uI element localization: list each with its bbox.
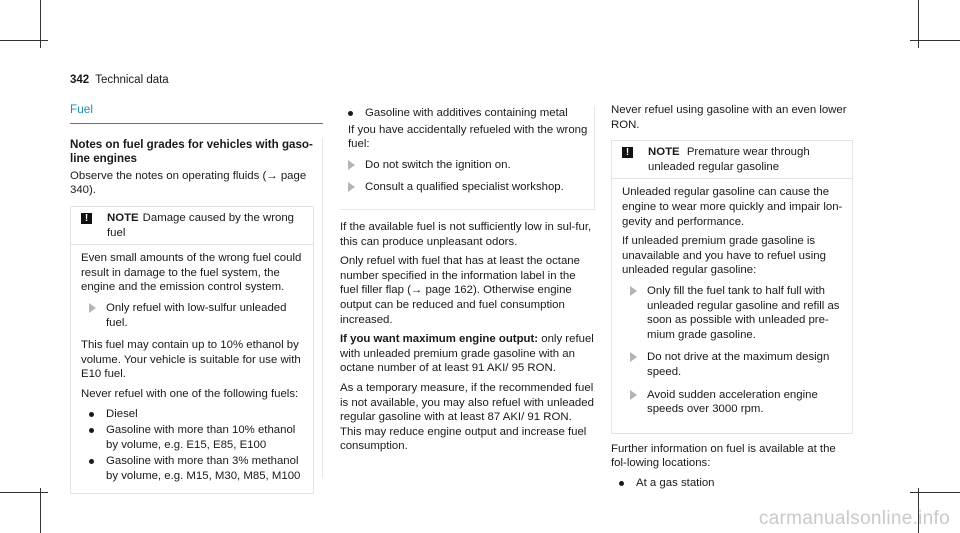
list-item-text: Gasoline with additives containing metal [365, 107, 568, 119]
note-text: This fuel may contain up to 10% ethanol by volume. Your vehicle is suitable for use with E10 fuel. [81, 339, 301, 381]
crop-mark [910, 40, 960, 41]
step-item [622, 284, 844, 342]
crop-mark [0, 492, 48, 493]
step-text: Only fill the fuel tank to half full with unleaded regular gasoline and refill as soon as possible with unleaded pre-mium grade gasoline. [647, 284, 840, 341]
body-text-span: only refuel with unleaded premium grade gasoline with an octane number of at least 91 AKI/ 95 RON. [340, 333, 594, 375]
step-arrow-icon [630, 352, 637, 362]
step-arrow-icon [348, 182, 355, 192]
step-item [81, 301, 305, 330]
body-text: Never refuel using gasoline with an even lower RON. [611, 104, 847, 131]
note-header [71, 207, 313, 244]
bullet-icon [89, 459, 94, 464]
step-item [340, 158, 594, 173]
note-title: Premature wear through unleaded regular gasoline [648, 146, 810, 173]
bullet-icon [89, 428, 94, 433]
section-name: Technical data [95, 74, 169, 86]
step-item [622, 388, 844, 417]
warning-icon: ! [81, 213, 92, 224]
body-text: Only refuel with fuel that has at least the octane number specified in the information label in the fuel filler flap (→ page 162). Otherwise engine output can be reduced and fuel consumption increased. [340, 255, 580, 326]
step-arrow-icon [89, 303, 96, 313]
body-text: If the available fuel is not sufficiently low in sul-fur, this can produce unpleasant odors. [340, 220, 592, 248]
watermark: carmanualsonline.info [758, 508, 950, 530]
list-item-text: Gasoline with more than 3% methanol by volume, e.g. M15, M30, M85, M100 [106, 455, 301, 482]
section-rule [70, 123, 323, 124]
note-body [71, 244, 313, 493]
step-text: Only refuel with low-sulfur unleaded fuel. [106, 301, 287, 329]
list-item [340, 106, 594, 121]
body-text: As a temporary measure, if the recommended fuel is not available, you may also refuel with unleaded regular gasoline with at least 87 AKI/ 91 RON. This may reduce engine output and increase fuel consumption. [340, 381, 594, 453]
list-item [81, 423, 305, 452]
step-item [340, 180, 594, 195]
step-text: Consult a qualified specialist workshop. [365, 181, 564, 194]
list-item-text: Diesel [106, 407, 138, 420]
step-arrow-icon [348, 160, 355, 170]
step-arrow-icon [630, 286, 637, 296]
crop-mark [40, 488, 41, 533]
list-item-text: Gasoline with more than 10% ethanol by volume, e.g. E15, E85, E100 [106, 424, 296, 451]
list-item [611, 476, 853, 491]
note-text: Even small amounts of the wrong fuel could result in damage to the fuel system, the engine and the emission control system. [81, 252, 302, 294]
note-text: If unleaded premium grade gasoline is unavailable and you have to refuel using unleaded regular gasoline: [622, 235, 826, 277]
list-item-text: At a gas station [636, 476, 715, 489]
crop-mark [0, 40, 48, 41]
page-number: 342 [70, 74, 90, 86]
list-item [81, 407, 305, 422]
emphasis-text: If you want maximum engine output: [340, 333, 539, 346]
note-text: Unleaded regular gasoline can cause the engine to wear more quickly and impair lon-gevity and performance. [622, 186, 843, 228]
section-title: Fuel [70, 102, 93, 116]
column-3 [611, 103, 853, 492]
bullet-icon [89, 412, 94, 417]
note-continuation [340, 106, 595, 210]
step-arrow-icon [630, 390, 637, 400]
note-box [611, 140, 853, 434]
page-header [70, 73, 169, 88]
note-title: Damage caused by the wrong fuel [107, 211, 294, 239]
step-text: Do not switch the ignition on. [365, 158, 511, 171]
crop-mark [910, 492, 960, 493]
note-label: NOTE [648, 146, 680, 159]
body-text: Further information on fuel is available at the fol-lowing locations: [611, 442, 836, 470]
bullet-icon [348, 111, 353, 116]
warning-icon: ! [622, 147, 633, 158]
body-text [340, 332, 595, 376]
column-1-content [70, 137, 323, 482]
intro-text: Observe the notes on operating fluids (→ page 340). [70, 169, 307, 197]
bullet-icon [619, 481, 624, 486]
body-text: If you have accidentally refueled with the wrong fuel: [348, 123, 588, 151]
list-item [81, 454, 305, 483]
step-item [622, 350, 844, 379]
subtitle-line: Notes on fuel grades for vehicles with gaso- [70, 137, 313, 151]
note-header [612, 141, 852, 178]
note-text: Never refuel with one of the following fuels: [81, 387, 299, 400]
step-text: Avoid sudden acceleration engine speeds over 3000 rpm. [647, 388, 818, 416]
note-body [612, 178, 852, 432]
column-1 [70, 102, 323, 482]
note-label: NOTE [107, 211, 139, 224]
step-text: Do not drive at the maximum design speed. [647, 351, 830, 378]
subtitle [70, 138, 314, 167]
subtitle-line: line engines [70, 152, 138, 166]
note-box [70, 206, 314, 495]
column-2 [340, 105, 595, 459]
